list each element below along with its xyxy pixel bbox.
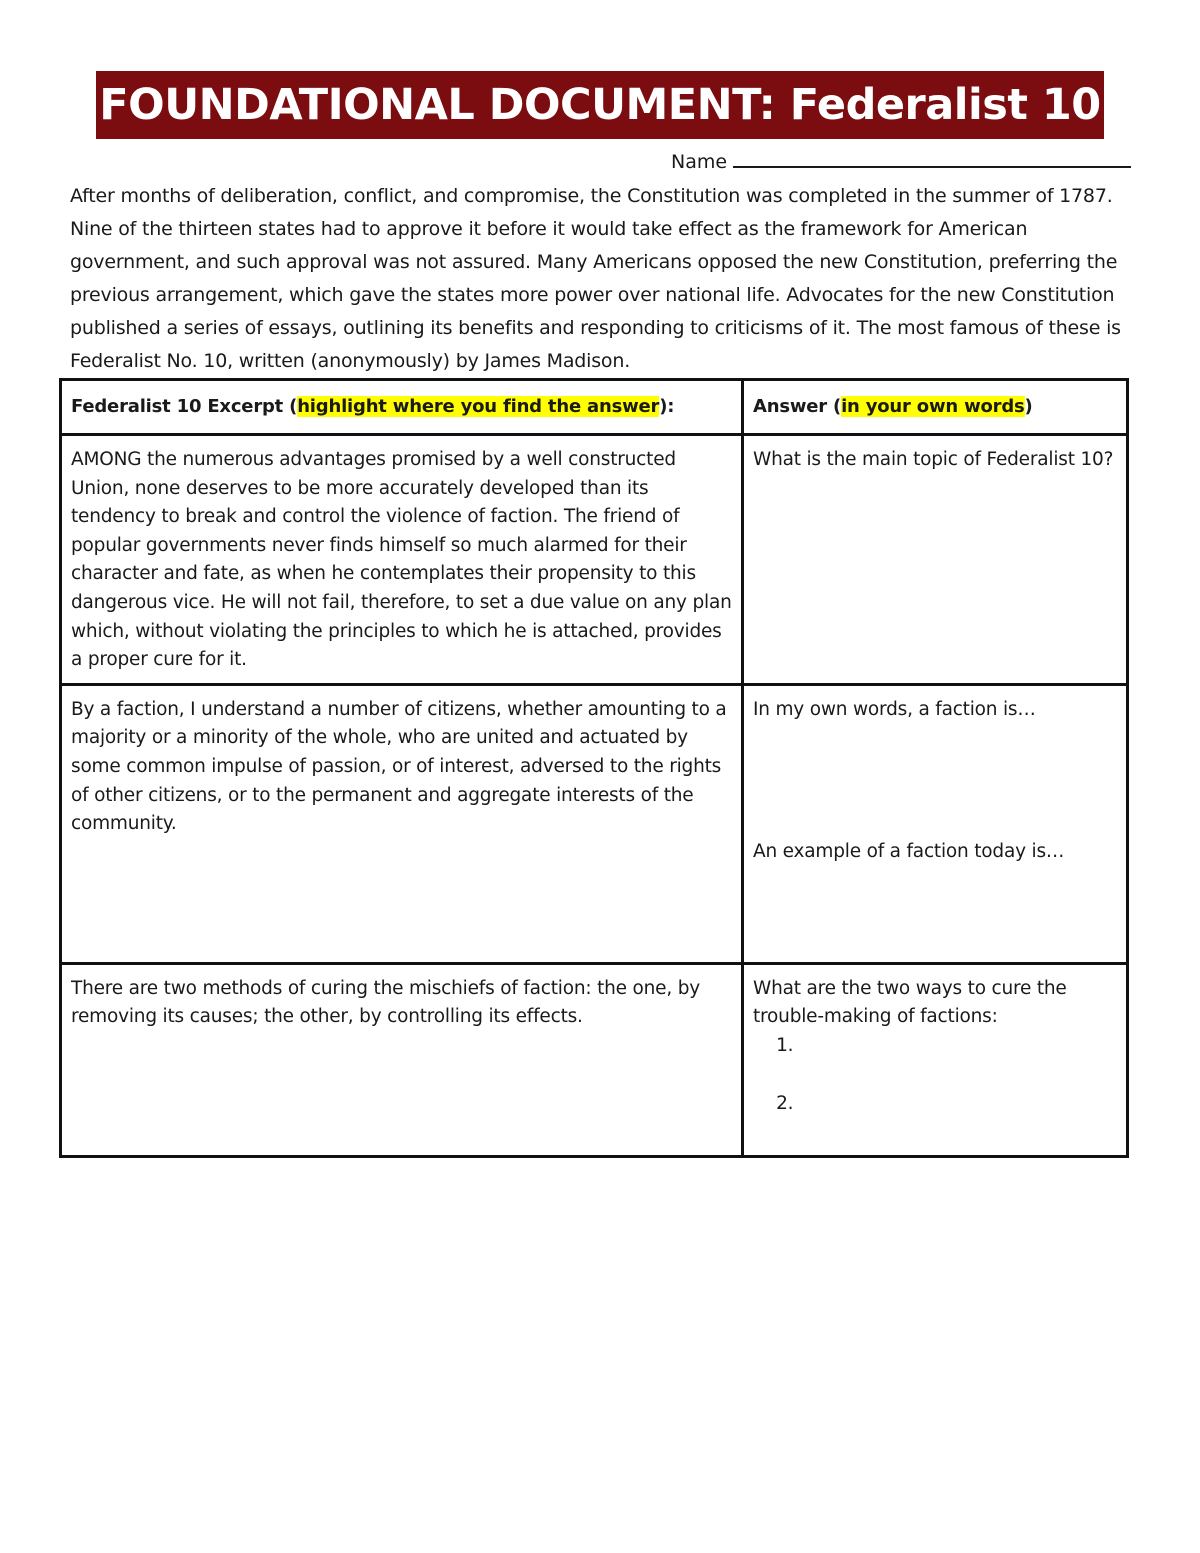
table-header-row [61,380,1128,435]
excerpt-header-highlight: highlight where you find the answer [297,396,660,417]
name-label: Name [671,151,728,173]
question-text: In my own words, a faction is… [753,698,1036,720]
table-row [61,435,1128,685]
list-item[interactable] [799,1032,1117,1061]
intro-text: After months of deliberation, conflict, and compromise, the Constitution was completed in the summer of 1787. Nine of the thirteen states had to approve it before it would take effect as the framework for American government, and such approval was not assured. Many Americans opposed the new Constitution, preferring the previous arrangement, which gave the states more power over national life. Advocates for the new Constitution published a series of essays, outlining its benefits and responding to criticisms of it. The most famous of these is Federalist No. 10, written (anonymously) by James Madison. [70,185,1121,372]
table-row [61,963,1128,1156]
worksheet-table [59,378,1129,1158]
list-item[interactable] [799,1090,1117,1119]
answer-header: Answer (in your own words) [743,380,1128,435]
intro-paragraph [70,180,1136,378]
table-row [61,684,1128,963]
question-text: What are the two ways to cure the trouble-making of factions: [753,977,1067,1028]
answer-cell[interactable] [743,435,1128,685]
answer-cell[interactable] [743,684,1128,963]
question-text: What is the main topic of Federalist 10? [753,449,1114,470]
excerpt-cell: AMONG the numerous advantages promised by a well constructed Union, none deserves to be more accurately developed than its tendency to break and control the violence of faction. The friend of popular governments never finds himself so much alarmed for their character and fate, as when he contemplates their propensity to this dangerous vice. He will not fail, therefore, to set a due value on any plan which, without violating the principles to which he is attached, provides a proper cure for it. [61,435,743,685]
answer-header-highlight: in your own words [841,396,1025,417]
excerpt-cell: By a faction, I understand a number of citizens, whether amounting to a majority or a minority of the whole, who are united and actuated by some common impulse of passion, or of interest, adversed to the rights of other citizens, or to the permanent and aggregate interests of the community. [61,684,743,963]
name-field [671,148,1131,173]
question-text-2: An example of a faction today is… [753,841,1065,863]
excerpt-cell: There are two methods of curing the mischiefs of faction: the one, by removing its causes; the other, by controlling its effects. [61,963,743,1156]
excerpt-header: Federalist 10 Excerpt (highlight where you find the answer): [61,380,743,435]
answer-list [753,1032,1117,1118]
title-banner [96,71,1104,139]
page-title: FOUNDATIONAL DOCUMENT: Federalist 10 [99,80,1101,130]
name-blank-line [733,148,1131,168]
answer-cell[interactable] [743,963,1128,1156]
